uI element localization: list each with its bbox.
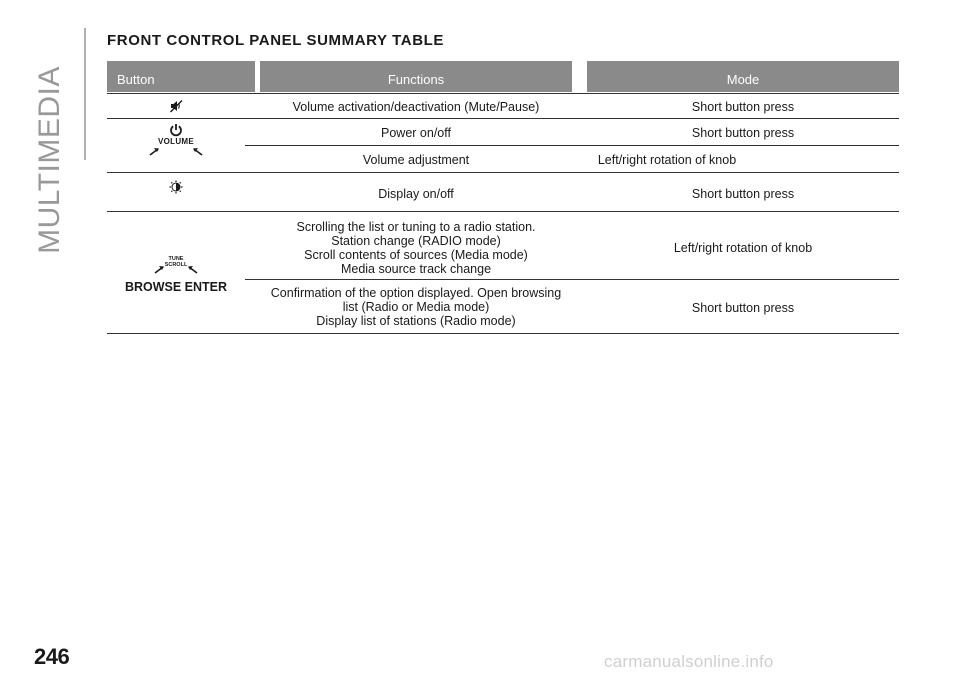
knob-text-top: TUNE [168,256,184,262]
table-row [107,119,899,173]
page-number: 246 [34,644,70,669]
watermark: carmanualsonline.info [604,652,774,671]
function-line: list (Radio or Media mode) [342,300,490,314]
function-line: Station change (RADIO mode) [331,234,501,248]
section-divider [84,28,86,160]
volume-knob-cell [107,123,245,156]
mute-icon [107,99,245,113]
header-functions: Functions [260,61,572,92]
function-line: Confirmation of the option displayed. Open browsing [270,286,562,300]
mode-cell: Short button press [691,187,795,201]
power-icon [107,123,245,137]
function-line: Display list of stations (Radio mode) [316,314,516,328]
table-header [107,61,899,94]
function-line: Media source track change [340,262,492,276]
function-cell: Volume adjustment [362,153,470,167]
function-line: Scrolling the list or tuning to a radio station. [296,220,536,234]
row-divider [245,279,899,280]
browse-enter-cell [107,254,245,294]
table-row [107,212,899,334]
display-brightness-icon [107,180,245,194]
volume-label: VOLUME [157,137,195,146]
knob-text-bottom: SCROLL [164,262,188,268]
mode-cell: Short button press [691,301,795,315]
mode-cell: Short button press [691,100,795,114]
browse-enter-label: BROWSE ENTER [124,280,228,294]
table-row [107,94,899,119]
function-cell: Volume activation/deactivation (Mute/Pause) [292,100,540,114]
function-cell [260,220,572,276]
header-button: Button [107,61,255,92]
mode-cell: Left/right rotation of knob [597,153,737,167]
header-mode: Mode [587,61,899,92]
page-title: FRONT CONTROL PANEL SUMMARY TABLE [107,32,445,49]
tune-scroll-knob-icon [107,254,245,274]
rotate-arrows-icon [107,146,245,156]
mode-cell: Left/right rotation of knob [673,241,813,255]
summary-table [107,61,899,334]
function-cell: Power on/off [381,126,451,140]
mode-cell: Short button press [691,126,795,140]
section-label: MULTIMEDIA [33,66,66,254]
function-cell [260,286,572,328]
function-line: Scroll contents of sources (Media mode) [304,248,528,262]
function-cell: Display on/off [378,187,454,201]
table-row [107,173,899,212]
row-divider [245,145,899,146]
